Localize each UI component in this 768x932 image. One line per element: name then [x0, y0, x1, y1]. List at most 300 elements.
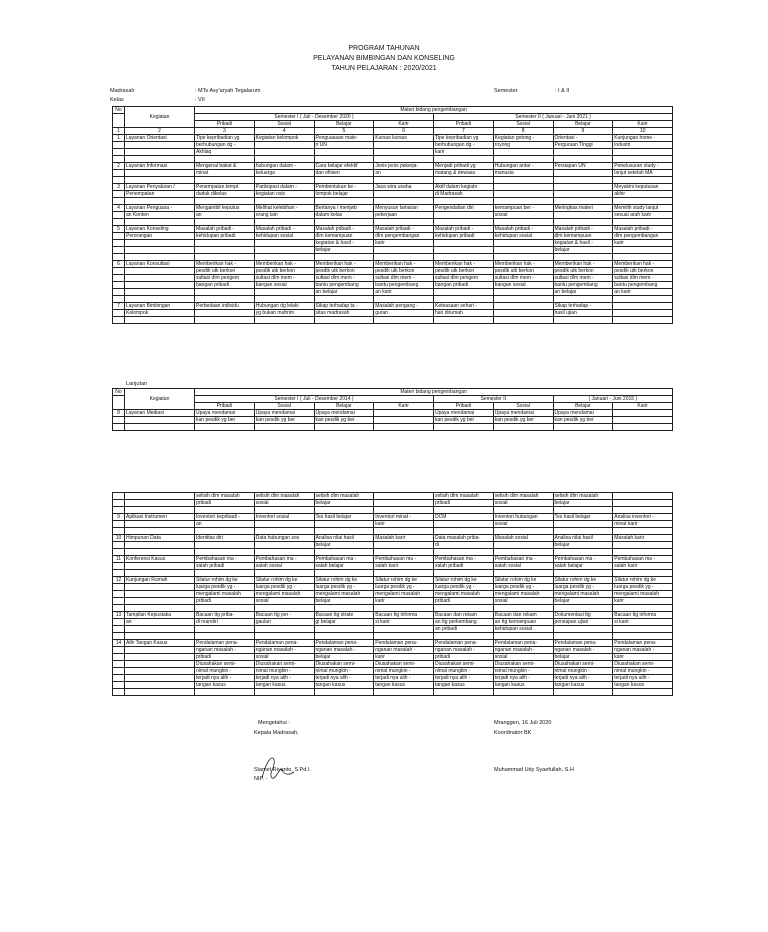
- table-cell: Analisa inventori -: [613, 514, 673, 521]
- table-cell: Partisipasi dalam -: [254, 184, 314, 191]
- row-kegiatan: [125, 654, 195, 661]
- spacer-cell: [254, 507, 314, 514]
- table-cell: [374, 626, 434, 633]
- table-cell: terjadi nya alih -: [314, 675, 374, 682]
- row-kegiatan: [125, 682, 195, 689]
- table-row-cont: [113, 500, 673, 507]
- table-cell: Tes hasil belajar: [553, 514, 613, 521]
- spacer-cell: [125, 424, 195, 431]
- table-cell: Kunjungan home -: [613, 135, 673, 142]
- table-cell: [613, 493, 673, 500]
- spacer-cell: [314, 198, 374, 205]
- column-number: 9: [553, 128, 613, 135]
- table-cell: pesdik utk berkon: [553, 268, 613, 275]
- table-cell: hari dirumah: [434, 310, 494, 317]
- header-semester-2: Semester II ( Januari - Juni 2021 ): [434, 114, 673, 121]
- table-cell: gaulan: [254, 619, 314, 626]
- row-kegiatan: [125, 626, 195, 633]
- table-cell: Pendalaman pena-: [374, 640, 434, 647]
- table-cell: sultasi dlm pengem: [195, 275, 255, 282]
- table-cell: Bacaan ttg strate: [314, 612, 374, 619]
- table-cell: Melihat kelebihan -: [254, 205, 314, 212]
- table-cell: kehidupan sosial: [493, 233, 553, 240]
- row-number: [113, 289, 125, 296]
- table-cell: sesuai arah karir: [613, 212, 673, 219]
- table-cell: Pendalaman pena-: [553, 640, 613, 647]
- table-cell: Masalah pribadi -: [195, 226, 255, 233]
- row-number: [113, 598, 125, 605]
- table-cell: kan pesdik yg ber: [314, 417, 374, 424]
- spacer-cell: [493, 156, 553, 163]
- table-cell: tangan kasus: [374, 682, 434, 689]
- table-cell: [553, 184, 613, 191]
- table-cell: selisih dlm masalah: [314, 493, 374, 500]
- column-header: Pribadi: [434, 121, 494, 128]
- table-cell: an belajar: [314, 289, 374, 296]
- table-cell: Penelusuran study -: [613, 163, 673, 170]
- table-cell: salah belajar: [553, 563, 613, 570]
- row-kegiatan: Layanan Bimbingan: [125, 303, 195, 310]
- spacer-cell: [434, 424, 494, 431]
- table-cell: karir: [374, 654, 434, 661]
- table-row-cont: [113, 647, 673, 654]
- spacer-cell: [125, 549, 195, 556]
- table-cell: duduk dikelas: [195, 191, 255, 198]
- column-number: 6: [374, 128, 434, 135]
- spacer-cell: [613, 528, 673, 535]
- spacer-cell: [553, 254, 613, 261]
- table-cell: Menjadi pribadi yg: [434, 163, 494, 170]
- table-cell: nimal mungkin -: [374, 668, 434, 675]
- column-header: Pribadi: [195, 403, 255, 410]
- table-cell: Memberikan hak -: [254, 261, 314, 268]
- table-cell: nimal mungkin -: [254, 668, 314, 675]
- table-cell: [195, 310, 255, 317]
- row-number: [113, 591, 125, 598]
- row-kegiatan: Kunjungan Rumah: [125, 577, 195, 584]
- table-cell: Analisa nilai hasil: [314, 535, 374, 542]
- table-cell: pribadi: [434, 598, 494, 605]
- spacer-cell: [254, 177, 314, 184]
- lanjutan-label: Lanjutan: [126, 381, 148, 387]
- spacer-cell: [553, 219, 613, 226]
- table-cell: luarga pesdik yg -: [613, 584, 673, 591]
- table-cell: [374, 417, 434, 424]
- table-cell: [374, 191, 434, 198]
- header-materi: Materi bidang pengembangan: [195, 107, 673, 114]
- table-cell: dalam kelas: [314, 212, 374, 219]
- table-cell: kan pesdik yg ber: [254, 417, 314, 424]
- table-row: [113, 514, 673, 521]
- row-number: 5: [113, 226, 125, 233]
- table-cell: nganan masalah -: [613, 647, 673, 654]
- row-kegiatan: Layanan Konseling: [125, 226, 195, 233]
- spacer-cell: [254, 633, 314, 640]
- row-number: 3: [113, 184, 125, 191]
- table-cell: Pendalaman pena-: [434, 640, 494, 647]
- spacer-cell: [314, 633, 374, 640]
- table-row-cont: [113, 682, 673, 689]
- table-cell: gi belajar: [314, 619, 374, 626]
- row-number: [113, 682, 125, 689]
- table-cell: [613, 247, 673, 254]
- table-row-cont: [113, 247, 673, 254]
- table-cell: Orientasi -: [553, 135, 613, 142]
- spacer-cell: [493, 549, 553, 556]
- spacer-cell: [113, 689, 125, 696]
- table-cell: sitas madrasah: [314, 310, 374, 317]
- footer-date: Mranggen, 16 Juli 2020: [494, 720, 552, 726]
- table-cell: Pembentukan ke -: [314, 184, 374, 191]
- row-number: [113, 310, 125, 317]
- table-cell: [553, 212, 613, 219]
- column-header: Belajar: [314, 121, 374, 128]
- semester-value: : I & II: [555, 88, 570, 94]
- spacer-cell: [314, 507, 374, 514]
- table-cell: Upaya mendamai: [314, 410, 374, 417]
- table-cell: terjadi nya alih -: [613, 675, 673, 682]
- table-cell: [493, 303, 553, 310]
- table-cell: Masalah pengang -: [374, 303, 434, 310]
- table-row-cont: [113, 626, 673, 633]
- table-cell: kan pesdik yg ber: [434, 417, 494, 424]
- table-cell: Bacaan ttg informa: [374, 612, 434, 619]
- spacer-cell: [254, 424, 314, 431]
- spacer-cell: [434, 689, 494, 696]
- spacer-cell: [125, 507, 195, 514]
- table-cell: Pembahasan ma -: [374, 556, 434, 563]
- spacer-cell: [125, 689, 195, 696]
- table-cell: kehidupan sosial: [493, 626, 553, 633]
- table-cell: [195, 240, 255, 247]
- table-cell: pesdik utk berkon: [195, 268, 255, 275]
- column-header: Karir: [374, 403, 434, 410]
- spacer-cell: [553, 156, 613, 163]
- row-kegiatan: [125, 668, 195, 675]
- table-cell: tangan kasus: [434, 682, 494, 689]
- spacer-cell: [434, 198, 494, 205]
- row-number: [113, 521, 125, 528]
- spacer-cell: [374, 633, 434, 640]
- table-row: [113, 535, 673, 542]
- table-cell: Pengendalian diri: [434, 205, 494, 212]
- table-row-cont: [113, 310, 673, 317]
- table-cell: Sikap terhadap ta -: [314, 303, 374, 310]
- table-cell: Bacaan ttg per -: [254, 612, 314, 619]
- row-number: [113, 170, 125, 177]
- table-cell: nganan masalah -: [314, 647, 374, 654]
- table-cell: si karir: [374, 619, 434, 626]
- spacer-cell: [113, 528, 125, 535]
- table-cell: mengalami masalah: [613, 591, 673, 598]
- header-materi: Materi bidang pengembangan: [195, 389, 673, 396]
- row-number: 2: [113, 163, 125, 170]
- row-number: [113, 233, 125, 240]
- table-cell: sosial: [254, 598, 314, 605]
- table-cell: selisih dlm masalah: [493, 493, 553, 500]
- table-cell: an ttg perkembang: [434, 619, 494, 626]
- row-number: [113, 675, 125, 682]
- table-row-cont: [113, 289, 673, 296]
- spacer-cell: [113, 156, 125, 163]
- table-cell: an ttg kemampuan: [493, 619, 553, 626]
- table-cell: karir: [374, 598, 434, 605]
- table-cell: kehidupan pribadi: [195, 233, 255, 240]
- semester-label: Semester: [494, 88, 518, 94]
- table-cell: keluarga: [254, 170, 314, 177]
- table-row-cont: [113, 563, 673, 570]
- table-cell: nganan masalah -: [195, 647, 255, 654]
- spacer-cell: [434, 219, 494, 226]
- table-cell: salah sosial: [254, 563, 314, 570]
- row-kegiatan: Alih Tangan Kasus: [125, 640, 195, 647]
- spacer-cell: [493, 633, 553, 640]
- row-kegiatan: [125, 675, 195, 682]
- spacer-cell: [553, 424, 613, 431]
- table-cell: pesdik utk berkon: [493, 268, 553, 275]
- spacer-cell: [613, 156, 673, 163]
- table-cell: Memberikan hak -: [374, 261, 434, 268]
- table-cell: [553, 626, 613, 633]
- table-cell: nimal mungkin -: [314, 668, 374, 675]
- table-cell: [493, 289, 553, 296]
- spacer-cell: [553, 528, 613, 535]
- table-cell: kan pesdik yg ber: [195, 417, 255, 424]
- table-cell: Perbedaan individu: [195, 303, 255, 310]
- row-number: [113, 268, 125, 275]
- table-cell: mengalami masalah: [374, 591, 434, 598]
- table-cell: mengalami masalah: [553, 591, 613, 598]
- column-number: 4: [254, 128, 314, 135]
- table-cell: Diusahakan semi-: [553, 661, 613, 668]
- spacer-cell: [314, 254, 374, 261]
- spacer-cell: [113, 605, 125, 612]
- table-cell: dan efisien: [314, 170, 374, 177]
- spacer-cell: [113, 317, 125, 324]
- table-cell: Diusahakan semi-: [374, 661, 434, 668]
- spacer-cell: [493, 198, 553, 205]
- row-number: 8: [113, 410, 125, 417]
- spacer-row: [113, 198, 673, 205]
- table-cell: akhir: [613, 191, 673, 198]
- table-cell: salah belajar: [314, 563, 374, 570]
- table-row: [113, 163, 673, 170]
- table-cell: sultasi dlm mem -: [613, 275, 673, 282]
- footer-koordinator-name: Muhammad Udy Syaefullah, S.H: [494, 767, 574, 773]
- spacer-cell: [195, 424, 255, 431]
- table-row-cont: [113, 493, 673, 500]
- spacer-cell: [613, 317, 673, 324]
- table-cell: [613, 500, 673, 507]
- spacer-cell: [434, 605, 494, 612]
- spacer-cell: [553, 507, 613, 514]
- table-cell: nimal mungkin -: [434, 668, 494, 675]
- table-cell: Masalah karir: [374, 535, 434, 542]
- table-cell: Inventori kepribadi -: [195, 514, 255, 521]
- spacer-cell: [113, 219, 125, 226]
- table-cell: Silatur rohim dg ke: [434, 577, 494, 584]
- table-cell: lanjut setelah MA: [613, 170, 673, 177]
- table-cell: Cara belajar efektif: [314, 163, 374, 170]
- table-row: [113, 556, 673, 563]
- column-header: Belajar: [553, 403, 613, 410]
- row-kegiatan: Tampilan Kepustaka: [125, 612, 195, 619]
- table-cell: Memberikan hak -: [195, 261, 255, 268]
- row-kegiatan: Layanan Informasi: [125, 163, 195, 170]
- header-semester-2b: ( Januari - Juni 2015 ): [553, 396, 673, 403]
- table-cell: pesdik utk berkon: [434, 268, 494, 275]
- table-cell: pribadi: [195, 500, 255, 507]
- table-cell: Pembahasan ma -: [195, 556, 255, 563]
- spacer-cell: [434, 296, 494, 303]
- row-number: 7: [113, 303, 125, 310]
- row-number: [113, 563, 125, 570]
- row-number: [113, 282, 125, 289]
- table-cell: Masalah pribadi -: [254, 226, 314, 233]
- table-cell: mengalami masalah: [493, 591, 553, 598]
- spacer-cell: [374, 507, 434, 514]
- spacer-cell: [434, 156, 494, 163]
- table-cell: [195, 542, 255, 549]
- table-cell: karir: [613, 654, 673, 661]
- spacer-cell: [113, 633, 125, 640]
- table-cell: an: [374, 170, 434, 177]
- table-cell: sosial: [254, 500, 314, 507]
- table-cell: kegiatan osis: [254, 191, 314, 198]
- spacer-cell: [613, 605, 673, 612]
- table-row: [113, 205, 673, 212]
- table-cell: Masalah pribadi -: [493, 226, 553, 233]
- spacer-cell: [374, 156, 434, 163]
- spacer-cell: [374, 296, 434, 303]
- table-cell: kan pesdik yg ber: [553, 417, 613, 424]
- row-number: 6: [113, 261, 125, 268]
- row-number: [113, 626, 125, 633]
- spacer-row: [113, 528, 673, 535]
- table-cell: Pendalaman pena-: [314, 640, 374, 647]
- table-cell: royong: [493, 142, 553, 149]
- table-cell: Mengenal bakat &: [195, 163, 255, 170]
- table-cell: Analisa nilai hasil: [553, 535, 613, 542]
- spacer-cell: [125, 219, 195, 226]
- table-cell: terjadi nya alih -: [553, 675, 613, 682]
- table-cell: industri: [613, 142, 673, 149]
- table-cell: sosial: [493, 654, 553, 661]
- row-number: 11: [113, 556, 125, 563]
- table-cell: luarga pesdik yg -: [434, 584, 494, 591]
- table-cell: Tipe kepribadian yg: [434, 135, 494, 142]
- column-header: Sosial: [254, 121, 314, 128]
- table-cell: pribadi: [434, 654, 494, 661]
- column-number: 7: [434, 128, 494, 135]
- table-row-cont: [113, 598, 673, 605]
- table-cell: tangan kasus: [254, 682, 314, 689]
- table-cell: Meringkas materi: [553, 205, 613, 212]
- doc-title: PROGRAM TAHUNAN: [348, 45, 420, 52]
- table-cell: [254, 240, 314, 247]
- table-cell: Mengambil keputus: [195, 205, 255, 212]
- spacer-cell: [374, 317, 434, 324]
- row-kegiatan: Layanan Orientasi: [125, 135, 195, 142]
- column-header: Pribadi: [434, 403, 494, 410]
- table-cell: Akhlaq: [195, 149, 255, 156]
- table-row: [113, 261, 673, 268]
- spacer-cell: [493, 296, 553, 303]
- table-cell: [254, 149, 314, 156]
- doc-subtitle: PELAYANAN BIMBINGAN DAN KONSELING: [313, 55, 455, 62]
- spacer-cell: [553, 317, 613, 324]
- row-number: [113, 500, 125, 507]
- spacer-cell: [434, 570, 494, 577]
- table-cell: [374, 542, 434, 549]
- table-cell: selisih dlm masalah: [553, 493, 613, 500]
- table-cell: Masalah pribadi -: [434, 226, 494, 233]
- table-cell: karir: [374, 240, 434, 247]
- spacer-cell: [493, 254, 553, 261]
- row-number: [113, 654, 125, 661]
- table-cell: Silatur rohim dg ke: [613, 577, 673, 584]
- table-cell: [613, 542, 673, 549]
- table-cell: [553, 521, 613, 528]
- column-header: Belajar: [553, 121, 613, 128]
- spacer-cell: [113, 254, 125, 261]
- row-kegiatan: [125, 563, 195, 570]
- table-cell: mengalami masalah: [314, 591, 374, 598]
- table-cell: [613, 303, 673, 310]
- table-cell: Hubungan dg lelaki: [254, 303, 314, 310]
- spacer-cell: [434, 177, 494, 184]
- table-cell: Pendalaman pena-: [493, 640, 553, 647]
- spacer-cell: [125, 156, 195, 163]
- table-cell: [613, 310, 673, 317]
- spacer-cell: [493, 689, 553, 696]
- row-number: [113, 647, 125, 654]
- table-cell: karir: [613, 598, 673, 605]
- table-cell: [493, 247, 553, 254]
- table-row-cont: [113, 170, 673, 177]
- footer-koordinator: Koordinator BK: [494, 730, 532, 736]
- spacer-cell: [314, 424, 374, 431]
- spacer-cell: [254, 528, 314, 535]
- table-cell: sosial: [493, 212, 553, 219]
- table-cell: bangan pribadi: [195, 282, 255, 289]
- spacer-cell: [254, 156, 314, 163]
- table-cell: karir: [374, 521, 434, 528]
- row-number: 14: [113, 640, 125, 647]
- kelas-label: Kelas: [110, 97, 124, 103]
- table-cell: kehidupan sosial: [254, 233, 314, 240]
- table-cell: lompok belajar: [314, 191, 374, 198]
- spacer-cell: [314, 605, 374, 612]
- table-row-cont: [113, 619, 673, 626]
- table-cell: Diusahakan semi-: [493, 661, 553, 668]
- spacer-cell: [613, 570, 673, 577]
- footer-mengetahui: Mengetahui :: [258, 720, 290, 726]
- table-cell: kehidupan pribadi: [434, 233, 494, 240]
- table-cell: tangan kasus: [195, 682, 255, 689]
- table-cell: Diusahakan semi-: [195, 661, 255, 668]
- row-number: [113, 661, 125, 668]
- table-cell: [195, 626, 255, 633]
- spacer-cell: [493, 219, 553, 226]
- table-cell: Masalah pribadi -: [374, 226, 434, 233]
- spacer-cell: [254, 549, 314, 556]
- table-cell: Silatur rohim dg ke: [314, 577, 374, 584]
- spacer-cell: [254, 198, 314, 205]
- spacer-row: [113, 633, 673, 640]
- table-cell: [254, 521, 314, 528]
- table-cell: Upaya mendamai: [553, 410, 613, 417]
